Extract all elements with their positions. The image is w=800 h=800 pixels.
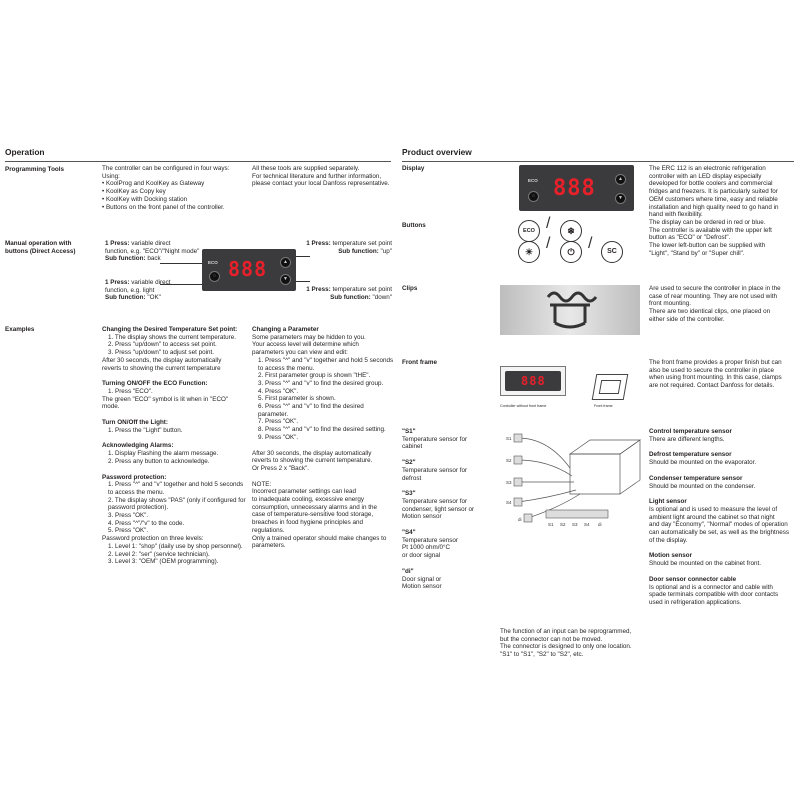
display-label: Display bbox=[402, 165, 425, 172]
front-frame-description: The front frame provides a proper finish but can also be used to secure the controller in place when using front mounting. In this case, clamps are not required. Contact Danfoss for details. bbox=[649, 359, 782, 390]
eco-after: The green "ECO" symbol is lit when in "ECO" mode. bbox=[102, 395, 229, 411]
light-icon: ◌ bbox=[209, 271, 220, 282]
light-bulb-icon: ☀ bbox=[518, 241, 540, 263]
slash-icon: / bbox=[588, 235, 593, 252]
sub-function-text: "OK" bbox=[145, 294, 161, 302]
wiring-diagram bbox=[500, 424, 645, 532]
operation-title: Operation bbox=[5, 147, 45, 157]
press-text: variable direct function, e.g. "ECO"/"Night mode" bbox=[105, 240, 200, 255]
terminal-label: S4 bbox=[506, 500, 512, 505]
inputs-list bbox=[402, 428, 496, 591]
sub-function-label: Sub function: bbox=[105, 255, 146, 263]
terminal-label: di bbox=[518, 517, 522, 522]
light-steps: 1. Press the "Light" button. bbox=[108, 426, 183, 434]
terminal-label: di bbox=[598, 522, 602, 527]
frame-caption: Front frame bbox=[594, 404, 613, 408]
eco-title: Turning ON/OFF the ECO Function: bbox=[102, 380, 208, 388]
top-right-button-desc bbox=[290, 240, 392, 255]
manual-operation-label: Manual operation with buttons (Direct Access) bbox=[5, 240, 76, 255]
list-item: • KoolKey as Copy key bbox=[102, 188, 166, 196]
connector-line bbox=[296, 256, 310, 257]
list-item bbox=[649, 498, 797, 544]
sensor-text: Is optional and is used to measure the level of ambient light around the cabinet so that night and day "Economy", "Normal" modes of operation can automatically be set, as well as the brightness of the display. bbox=[649, 505, 790, 544]
standby-icon: ⏻ bbox=[560, 241, 582, 263]
list-item bbox=[649, 475, 797, 490]
eco-label: ECO bbox=[528, 178, 538, 183]
light-icon: ◌ bbox=[528, 191, 539, 202]
list-item bbox=[402, 428, 496, 451]
sub-function-text: "down" bbox=[370, 293, 392, 301]
front-frame-image bbox=[592, 374, 629, 400]
list-item bbox=[649, 451, 797, 466]
password-steps: 1. Press "^" and "v" together and hold 5 seconds to access the menu. 2. The display shows "PAS" (only if configured for password protection). 3. Press "OK". 4. Press "^"/"v" to the code. 5. Press "OK". bbox=[108, 481, 246, 535]
set-point-title: Changing the Desired Temperature Set point: bbox=[102, 326, 238, 333]
parameter-intro: Some parameters may be hidden to you. Your access level will determine which parameters you can view and edit: bbox=[252, 333, 366, 357]
password-levels-title: Password protection on three levels: bbox=[102, 535, 204, 543]
alarm-steps: 1. Display Flashing the alarm message. 2. Press any button to acknowledge. bbox=[108, 450, 219, 465]
clips-image bbox=[500, 285, 640, 335]
list-item: • KoolProg and KoolKey as Gateway bbox=[102, 180, 205, 188]
divider bbox=[402, 161, 794, 162]
input-text: Temperature sensor for condenser, light sensor or Motion sensor bbox=[402, 497, 475, 521]
list-item: • KoolKey with Docking station bbox=[102, 195, 188, 203]
list-item bbox=[649, 576, 797, 607]
clip-icon bbox=[500, 285, 640, 335]
controller-without-frame-image bbox=[500, 366, 566, 396]
list-item bbox=[402, 490, 496, 521]
terminal-label: S4 bbox=[584, 522, 590, 527]
input-footer-note: The function of an input can be reprogrammed, but the connector can not be moved. The connector is designed to only one location. "S1" to "S1", "S2" to "S2", etc. bbox=[500, 628, 632, 659]
sub-function-label: Sub function: bbox=[330, 293, 371, 301]
input-code: "S4" bbox=[402, 529, 416, 537]
clips-label: Clips bbox=[402, 285, 418, 292]
sensor-title: Control temperature sensor bbox=[649, 428, 732, 435]
sensor-title: Defrost temperature sensor bbox=[649, 451, 732, 459]
input-code: "S1" bbox=[402, 428, 416, 435]
sensor-title: Condenser temperature sensor bbox=[649, 474, 743, 482]
sensor-list bbox=[649, 428, 797, 607]
top-left-button-desc bbox=[105, 240, 205, 263]
eco-steps: 1. Press "ECO". bbox=[108, 387, 153, 395]
input-code: "S2" bbox=[402, 459, 416, 467]
sensor-title: Motion sensor bbox=[649, 552, 693, 560]
list-item: • Buttons on the front panel of the controller. bbox=[102, 203, 225, 211]
led-display: 888 bbox=[228, 257, 268, 281]
slash-icon: / bbox=[546, 235, 551, 252]
set-point-after: After 30 seconds, the display automatically reverts to showing the current temperature bbox=[102, 356, 222, 372]
press-text: temperature set point bbox=[330, 240, 392, 247]
press-text: temperature set point bbox=[330, 286, 392, 293]
note-title: NOTE: bbox=[252, 480, 272, 488]
display-image bbox=[519, 165, 634, 211]
terminal-label: S1 bbox=[506, 436, 512, 441]
terminal-label: S2 bbox=[560, 522, 566, 527]
programming-intro: The controller can be configured in four ways: Using: bbox=[102, 165, 230, 180]
front-frame-label: Front frame bbox=[402, 359, 437, 366]
parameter-after: After 30 seconds, the display automatically reverts to showing the current temperature. Or Press 2 x "Back". bbox=[252, 449, 373, 472]
sensor-title: Door sensor connector cable bbox=[649, 575, 737, 583]
sensor-text: Should be mounted on the cabinet front. bbox=[649, 560, 762, 568]
programming-list bbox=[102, 180, 247, 211]
parameter-title: Changing a Parameter bbox=[252, 326, 319, 333]
press-label: 1 Press: bbox=[105, 279, 130, 286]
sensor-title: Light sensor bbox=[649, 498, 687, 506]
terminal-label: S3 bbox=[572, 522, 578, 527]
sub-function-label: Sub function: bbox=[105, 294, 146, 302]
frame-caption: Controller without front frame bbox=[500, 404, 547, 408]
examples-col1 bbox=[102, 326, 252, 566]
sub-function-text: "up" bbox=[378, 247, 392, 255]
note-body: Incorrect parameter settings can lead to inadequate cooling, excessive energy consumption, unnecessary alarms and in the case of temperature-sensitive food storage, breaches in food hygiene principles and regulations. Only a trained operator should make changes to parameters. bbox=[252, 488, 387, 550]
led-display: 888 bbox=[553, 176, 596, 201]
terminal-label: S3 bbox=[506, 480, 512, 485]
password-title: Password protection: bbox=[102, 473, 167, 481]
input-text: Temperature sensor for cabinet bbox=[402, 435, 468, 451]
terminal-label: S2 bbox=[506, 458, 512, 463]
programming-tools-col1 bbox=[102, 165, 247, 211]
up-arrow-icon: ▲ bbox=[280, 257, 291, 268]
sub-function-text: back bbox=[145, 255, 161, 263]
light-title: Turn ON/Off the Light: bbox=[102, 419, 168, 427]
list-item bbox=[649, 428, 797, 443]
clips-description: Are used to secure the controller in place in the case of rear mounting. They are not used with front mounting. There are two identical clips, one placed on either side of the controller. bbox=[649, 285, 781, 323]
list-item bbox=[402, 459, 496, 482]
product-overview-title: Product overview bbox=[402, 147, 472, 157]
connector-line bbox=[160, 284, 202, 285]
controller-body bbox=[505, 371, 561, 391]
sensor-text: Should be mounted on the evaporator. bbox=[649, 459, 757, 467]
list-item bbox=[402, 568, 496, 591]
terminal-label: S1 bbox=[548, 522, 554, 527]
programming-tools-label: Programming Tools bbox=[5, 166, 65, 173]
down-arrow-icon: ▼ bbox=[280, 274, 291, 285]
examples-label: Examples bbox=[5, 326, 35, 333]
defrost-icon: ❄ bbox=[560, 220, 582, 242]
parameter-steps: 1. Press "^" and "v" together and hold 5 seconds to access the menu. 2. First parameter group is shown "tHE". 3. Press "^" and "v" to find the desired group. 4. Press "OK". 5. First parameter is shown. 6. Press "^" and "v" to find the desired parameter. 7. Press "OK". 8. Press "^" and "v" to find the desired setting. 9. Press "OK". bbox=[258, 356, 394, 441]
input-text: Door signal or Motion sensor bbox=[402, 575, 442, 591]
sensor-text: Should be mounted on the condenser. bbox=[649, 482, 756, 490]
set-point-steps: 1. The display shows the current temperature. 2. Press "up/down" to access set point. 3. Press "up/down" to adjust set point. bbox=[108, 333, 236, 357]
examples-col2 bbox=[252, 326, 397, 550]
down-arrow-icon: ▼ bbox=[615, 193, 626, 204]
input-text: Temperature sensor for defrost bbox=[402, 466, 468, 482]
eco-button-icon: ECO bbox=[518, 220, 540, 242]
controller-image bbox=[202, 249, 296, 291]
press-label: 1 Press: bbox=[105, 240, 130, 247]
press-label: 1 Press: bbox=[306, 240, 331, 247]
slash-icon: / bbox=[546, 215, 551, 232]
bottom-right-button-desc bbox=[290, 286, 392, 301]
input-code: "S3" bbox=[402, 490, 416, 498]
led-display: 888 bbox=[521, 374, 546, 388]
sensor-text: Is optional and is a connector and cable with spade terminals compatible with door contacts used in refrigeration applications. bbox=[649, 583, 779, 606]
connector-line bbox=[160, 263, 202, 264]
eco-label: ECO bbox=[208, 260, 218, 265]
input-text: Temperature sensor Pt 1000 ohm/0°C or door signal bbox=[402, 536, 458, 560]
list-item bbox=[402, 529, 496, 560]
buttons-label: Buttons bbox=[402, 222, 426, 229]
divider bbox=[5, 161, 391, 162]
sub-function-label: Sub function: bbox=[338, 247, 379, 255]
press-text: variable direct function, e.g. light bbox=[105, 279, 171, 294]
input-code: "di" bbox=[402, 567, 414, 575]
alarm-title: Acknowledging Alarms: bbox=[102, 442, 174, 450]
bottom-left-button-desc bbox=[105, 279, 205, 302]
press-label: 1 Press: bbox=[306, 286, 331, 293]
connector-line bbox=[296, 281, 310, 282]
display-description: The ERC 112 is an electronic refrigeration controller with an LED display especially developed for bottle coolers and commercial fridges and freezers. It is particularly suited for OEM customers where time, easy and reliable installation and high quality need to go hand in hand with flexibility. The display can be ordered in red or blue. The controller is available with the upper left button as "ECO" or "Defrost". The lower left-button can be supplied with "Light", "Stand by" or "Super chill". bbox=[649, 165, 779, 257]
programming-tools-col2: All these tools are supplied separately. For technical literature and further information, please contact your local Danfoss representative. bbox=[252, 165, 390, 188]
list-item bbox=[649, 552, 797, 567]
up-arrow-icon: ▲ bbox=[615, 174, 626, 185]
sensor-text: There are different lengths. bbox=[649, 435, 725, 443]
super-chill-icon: SC bbox=[601, 241, 623, 263]
password-levels: 1. Level 1: "shop" (daily use by shop personnel). 2. Level 2: "ser" (service technician). 3. Level 3: "OEM" (OEM programming). bbox=[108, 542, 243, 566]
